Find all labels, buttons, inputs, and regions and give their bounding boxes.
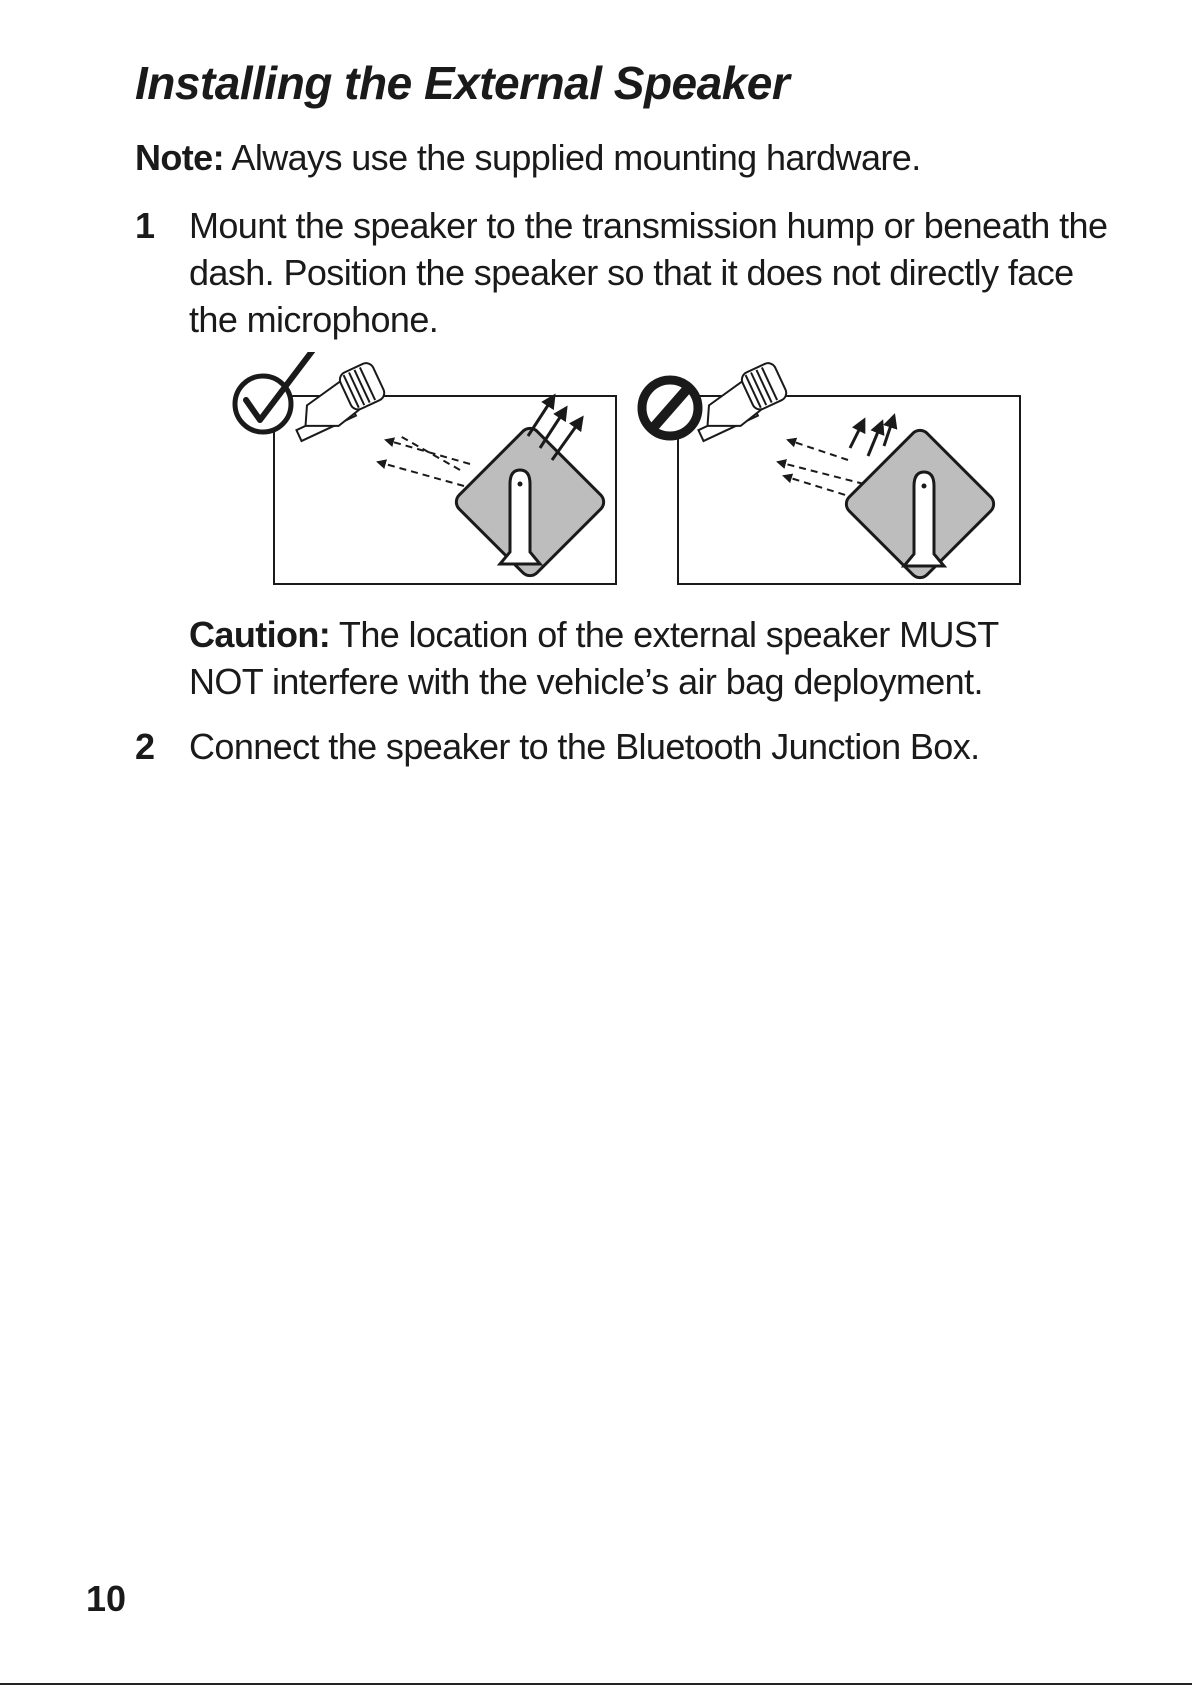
correct-placement-panel — [235, 352, 616, 584]
step-number: 1 — [135, 205, 155, 246]
note-text: Always use the supplied mounting hardware. — [224, 137, 921, 178]
step-text: Connect the speaker to the Bluetooth Junction Box. — [189, 726, 980, 767]
speaker-placement-figure — [228, 352, 1028, 592]
note-paragraph — [135, 134, 921, 181]
caution-paragraph — [189, 611, 1049, 705]
caution-label: Caution: — [189, 614, 331, 655]
step-text: Mount the speaker to the transmission hump or beneath the dash. Position the speaker so that it does not directly face the microphone. — [189, 205, 1108, 340]
note-label: Note: — [135, 137, 224, 178]
incorrect-placement-panel — [642, 361, 1020, 584]
step-number: 2 — [135, 726, 155, 767]
page-title: Installing the External Speaker — [135, 57, 790, 109]
caution-text: The location of the external speaker MUST NOT interfere with the vehicle’s air bag deployment. — [189, 614, 999, 702]
prohibited-icon — [642, 380, 698, 436]
page-number: 10 — [86, 1578, 127, 1619]
